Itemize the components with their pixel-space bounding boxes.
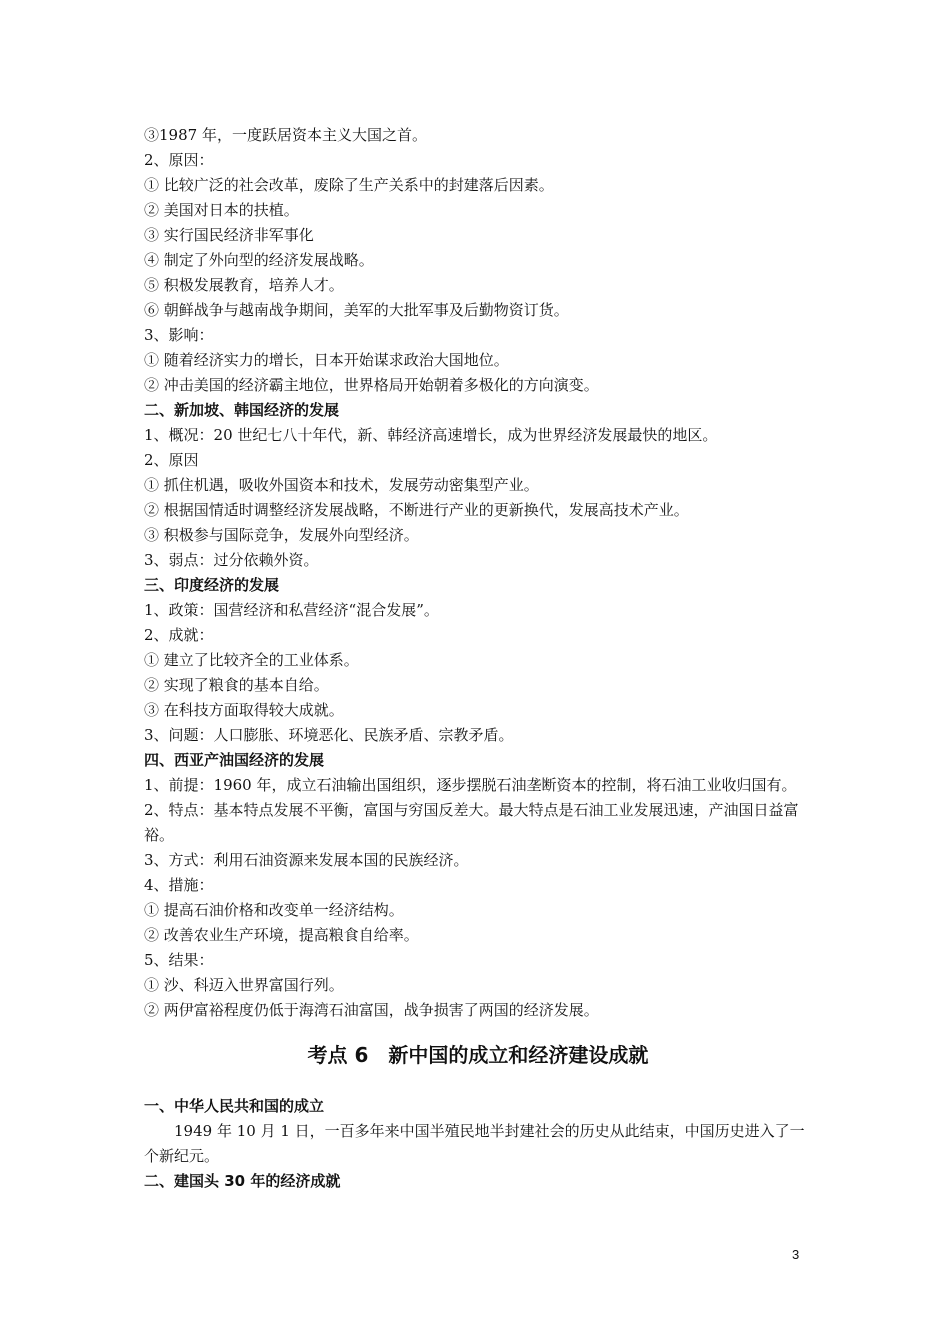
page-number: 3 — [792, 1247, 800, 1262]
text-line: 3、影响： — [144, 326, 214, 344]
text-line: ③ 在科技方面取得较大成就。 — [144, 701, 344, 719]
text-line: ⑤ 积极发展教育，培养人才。 — [144, 276, 344, 294]
text-line: 3、问题：人口膨胀、环境恶化、民族矛盾、宗教矛盾。 — [144, 726, 514, 744]
text-line: ① 建立了比较齐全的工业体系。 — [144, 651, 359, 669]
text-line: 2、原因 — [144, 451, 199, 469]
text-line: 4、措施： — [144, 876, 214, 894]
text-line: ④ 制定了外向型的经济发展战略。 — [144, 251, 374, 269]
section-heading: 一、中华人民共和国的成立 — [144, 1097, 325, 1115]
text-line: ③ 实行国民经济非军事化 — [144, 226, 314, 244]
text-line: ② 两伊富裕程度仍低于海湾石油富国，战争损害了两国的经济发展。 — [144, 1001, 599, 1019]
text-line: ② 实现了粮食的基本自给。 — [144, 676, 329, 694]
text-line: ① 抓住机遇，吸收外国资本和技术，发展劳动密集型产业。 — [144, 476, 539, 494]
text-line: ① 随着经济实力的增长，日本开始谋求政治大国地位。 — [144, 351, 509, 369]
text-line: ③1987 年，一度跃居资本主义大国之首。 — [144, 126, 427, 144]
text-line: 2、原因： — [144, 151, 214, 169]
text-line: ② 冲击美国的经济霸主地位，世界格局开始朝着多极化的方向演变。 — [144, 376, 599, 394]
section-heading: 二、新加坡、韩国经济的发展 — [144, 401, 340, 419]
section-heading: 二、建国头 30 年的经济成就 — [144, 1172, 341, 1190]
text-line: ① 比较广泛的社会改革，废除了生产关系中的封建落后因素。 — [144, 176, 554, 194]
text-line: 2、成就： — [144, 626, 214, 644]
page-content — [144, 123, 812, 1194]
text-paragraph: 1949 年 10 月 1 日，一百多年来中国半殖民地半封建社会的历史从此结束，中国历史进入了一个新纪元。 — [144, 1122, 805, 1165]
text-line: ② 根据国情适时调整经济发展战略，不断进行产业的更新换代，发展高技术产业。 — [144, 501, 689, 519]
text-line: 3、方式：利用石油资源来发展本国的民族经济。 — [144, 851, 469, 869]
text-paragraph: 1、前提：1960 年，成立石油输出国组织，逐步摆脱石油垄断资本的控制，将石油工业收归国有。 — [144, 776, 797, 794]
text-line: ⑥ 朝鲜战争与越南战争期间，美军的大批军事及后勤物资订货。 — [144, 301, 569, 319]
text-line: 3、弱点：过分依赖外资。 — [144, 551, 319, 569]
text-paragraph: 2、特点：基本特点发展不平衡，富国与穷国反差大。最大特点是石油工业发展迅速，产油国日益富裕。 — [144, 801, 799, 844]
section-heading: 四、西亚产油国经济的发展 — [144, 751, 325, 769]
chapter-title: 考点 6 新中国的成立和经济建设成就 — [307, 1043, 649, 1067]
text-line: ② 美国对日本的扶植。 — [144, 201, 299, 219]
text-line: 1、概况：20 世纪七八十年代，新、韩经济高速增长，成为世界经济发展最快的地区。 — [144, 426, 718, 444]
text-line: ③ 积极参与国际竞争，发展外向型经济。 — [144, 526, 419, 544]
text-line: 5、结果： — [144, 951, 214, 969]
section-heading: 三、印度经济的发展 — [144, 576, 280, 594]
text-line: 1、政策：国营经济和私营经济“混合发展”。 — [144, 601, 439, 619]
text-line: ① 提高石油价格和改变单一经济结构。 — [144, 901, 404, 919]
text-line: ② 改善农业生产环境，提高粮食自给率。 — [144, 926, 419, 944]
text-line: ① 沙、科迈入世界富国行列。 — [144, 976, 344, 994]
